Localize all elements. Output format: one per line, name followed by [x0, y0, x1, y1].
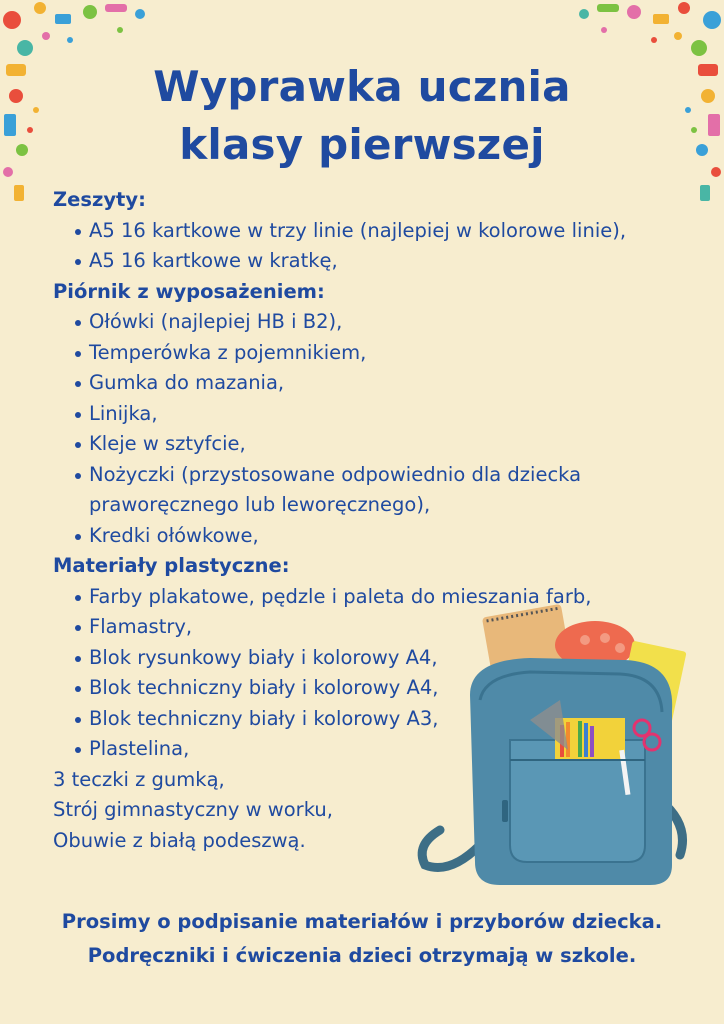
backpack-illustration	[410, 600, 695, 890]
list-item: Blok techniczny biały i kolorowy A3,	[75, 704, 693, 735]
section-heading-notebooks: Zeszyty:	[53, 188, 146, 211]
title-line-2: klasy pierwszej	[179, 120, 545, 169]
list-item: Blok techniczny biały i kolorowy A4,	[75, 673, 693, 704]
list-item: Plastelina,	[75, 734, 693, 765]
list-item: Farby plakatowe, pędzle i paleta do mieszania farb,	[75, 582, 693, 613]
list-item: Gumka do mazania,	[75, 368, 693, 399]
list-item: Nożyczki (przystosowane odpowiednio dla dziecka praworęcznego lub leworęcznego),	[75, 460, 693, 521]
title-line-1: Wyprawka ucznia	[153, 62, 571, 111]
section-heading-art-supplies: Materiały plastyczne:	[53, 554, 290, 577]
extra-item: Obuwie z białą podeszwą.	[53, 828, 306, 852]
extra-item: Strój gimnastyczny w worku,	[53, 798, 333, 821]
extra-item: 3 teczki z gumką,	[53, 767, 225, 791]
footer-line-1: Prosimy o podpisanie materiałów i przyborów dziecka.	[61, 910, 663, 933]
pencil-case-list	[53, 307, 693, 551]
page-title	[0, 58, 724, 174]
list-item: A5 16 kartkowe w kratkę,	[75, 246, 693, 277]
list-item: Temperówka z pojemnikiem,	[75, 338, 693, 369]
list-item: A5 16 kartkowe w trzy linie (najlepiej w kolorowe linie),	[75, 216, 693, 247]
list-item: Ołówki (najlepiej HB i B2),	[75, 307, 693, 338]
section-heading-pencil-case: Piórnik z wyposażeniem:	[53, 279, 325, 303]
list-item: Blok rysunkowy biały i kolorowy A4,	[75, 643, 693, 674]
list-item: Linijka,	[75, 399, 693, 430]
footer-line-2: Podręczniki i ćwiczenia dzieci otrzymają w szkole.	[87, 944, 637, 967]
list-item: Flamastry,	[75, 612, 693, 643]
list-item: Kredki ołówkowe,	[75, 521, 693, 552]
notebooks-list	[53, 216, 693, 277]
footer-note	[0, 905, 724, 973]
list-item: Kleje w sztyfcie,	[75, 429, 693, 460]
